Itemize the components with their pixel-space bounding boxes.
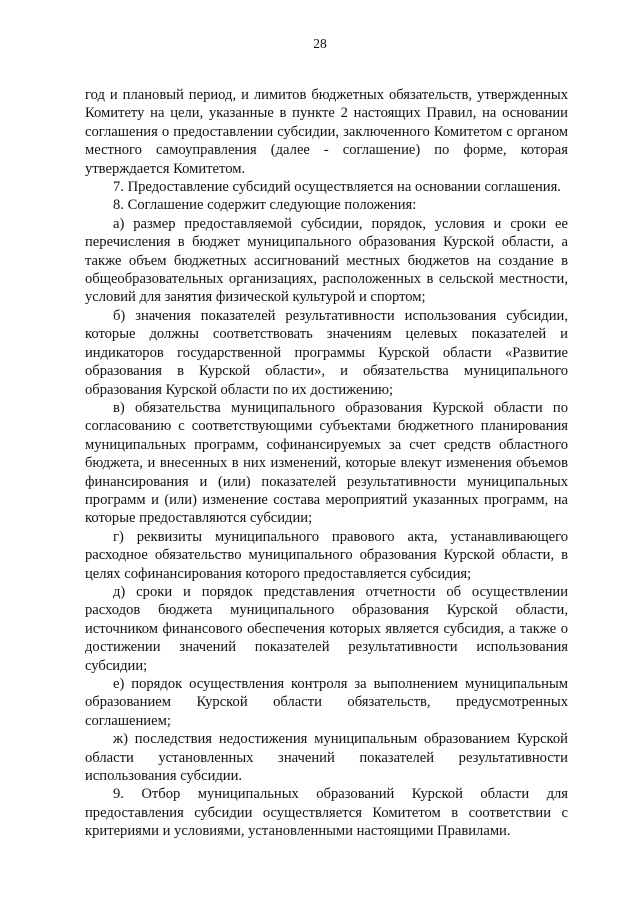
paragraph-item-9: 9. Отбор муниципальных образований Курской области для предоставления субсидии осуществляется Комитетом в соответствии с критериями и условиями, установленными настоящими Правилами. xyxy=(85,786,568,840)
paragraph-item-8d: д) сроки и порядок представления отчетности об осуществлении расходов бюджета муниципального образования Курской области, источником финансового обеспечения которых является субсидия, а также о достижении значений показателей результативности использования субсидии; xyxy=(85,583,568,674)
paragraph-item-8a: а) размер предоставляемой субсидии, порядок, условия и сроки ее перечисления в бюджет муниципального образования Курской области, а также объем бюджетных ассигнований местных бюджетов на создание в общеобразовательных организациях, расположенных в сельской местности, условий для занятия физической культурой и спортом; xyxy=(85,215,568,306)
paragraph-continuation: год и плановый период, и лимитов бюджетных обязательств, утвержденных Комитету на цели, указанные в пункте 2 настоящих Правил, на основании соглашения о предоставлении субсидии, заключенного Комитетом с органом местного самоуправления (далее - соглашение) по форме, которая утверждается Комитетом. xyxy=(85,87,568,177)
document-body xyxy=(85,86,568,841)
paragraph-item-8v: в) обязательства муниципального образования Курской области по согласованию с соответствующими субъектами бюджетного планирования муниципальных программ, софинансируемых за счет средств областного бюджета, и внесенных в них изменений, которые влекут изменения объемов финансирования и (или) показателей результативности муниципальных программ и (или) изменение состава мероприятий указанных программ, на которые предоставляются субсидии; xyxy=(85,399,568,527)
paragraph-item-8zh: ж) последствия недостижения муниципальным образованием Курской области установленных значений показателей результативности использования субсидии. xyxy=(85,731,568,785)
paragraph-item-8: 8. Соглашение содержит следующие положения: xyxy=(113,197,417,214)
paragraph-item-8g: г) реквизиты муниципального правового акта, устанавливающего расходное обязательство муниципального образования Курской области, в целях софинансирования которого предоставляется субсидия; xyxy=(85,528,568,582)
paragraph-item-8e: е) порядок осуществления контроля за выполнением муниципальным образованием Курской области обязательств, предусмотренных соглашением; xyxy=(85,676,568,729)
page-number: 28 xyxy=(313,36,327,51)
paragraph-item-8b: б) значения показателей результативности использования субсидии, которые должны соответствовать значениям целевых показателей и индикаторов государственной программы Курской области «Развитие образования в Курской области», и обязательства муниципального образования Курской области по их достижению; xyxy=(85,307,568,398)
paragraph-item-7: 7. Предоставление субсидий осуществляется на основании соглашения. xyxy=(113,179,561,196)
